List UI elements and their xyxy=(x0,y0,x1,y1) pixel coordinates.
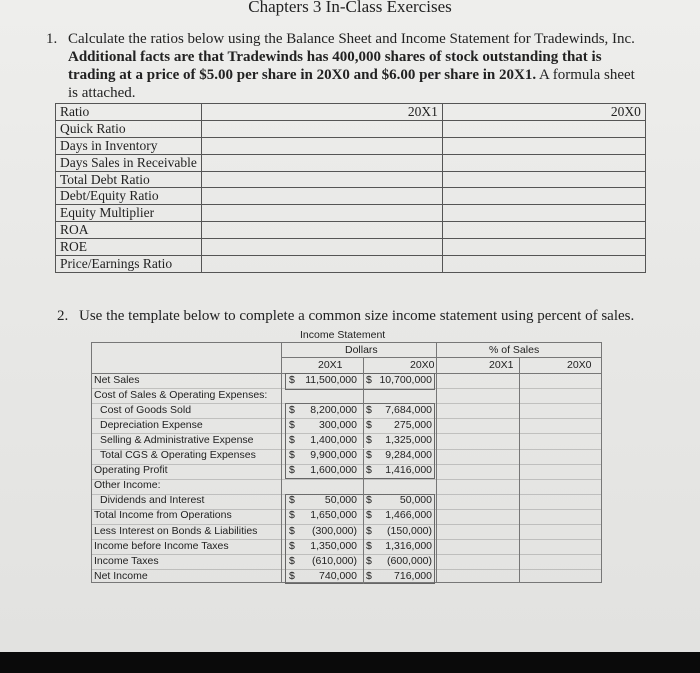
is-pct-20x1-cell[interactable] xyxy=(439,449,517,462)
ratio-20x0-cell[interactable] xyxy=(442,222,645,239)
ratio-20x0-cell[interactable] xyxy=(442,171,645,188)
ratio-20x1-cell[interactable] xyxy=(201,120,442,137)
grid-line xyxy=(363,554,364,569)
is-20x1-currency: $ xyxy=(289,418,295,431)
is-20x0-amount: 1,325,000 xyxy=(385,433,432,446)
ratio-name: Price/Earnings Ratio xyxy=(56,256,202,273)
ratio-20x1-cell[interactable] xyxy=(201,137,442,154)
is-20x0-currency: $ xyxy=(366,554,372,567)
is-20x1-currency: $ xyxy=(289,433,295,446)
percent-20x1-header: 20X1 xyxy=(489,359,514,371)
is-20x0-amount: 10,700,000 xyxy=(379,373,432,386)
is-20x1-amount: 300,000 xyxy=(319,418,357,431)
ratio-name: Days Sales in Receivable xyxy=(56,154,202,171)
is-20x1-currency: $ xyxy=(289,569,295,582)
dollars-header: Dollars xyxy=(345,344,378,356)
is-pct-20x1-cell[interactable] xyxy=(439,570,517,583)
grid-line xyxy=(91,388,602,389)
grid-line xyxy=(363,494,364,509)
ratio-20x1-cell[interactable] xyxy=(201,256,442,273)
grid-line xyxy=(91,554,602,555)
is-20x1-amount: 1,600,000 xyxy=(310,464,357,477)
dollars-20x1-header: 20X1 xyxy=(318,359,343,371)
is-pct-20x1-cell[interactable] xyxy=(439,374,517,387)
is-pct-20x0-cell[interactable] xyxy=(522,555,599,568)
ratio-header-20x1: 20X1 xyxy=(201,104,442,121)
ratio-name: ROA xyxy=(56,222,202,239)
ratio-20x1-cell[interactable] xyxy=(201,154,442,171)
grid-line xyxy=(91,342,92,583)
grid-line xyxy=(363,539,364,554)
is-20x0-currency: $ xyxy=(366,569,372,582)
ratio-name: Quick Ratio xyxy=(56,120,202,137)
ratio-20x0-cell[interactable] xyxy=(442,239,645,256)
grid-line xyxy=(91,342,602,343)
is-row-label: Income before Income Taxes xyxy=(94,539,229,552)
is-row-label: Dividends and Interest xyxy=(100,494,205,507)
bottom-bar xyxy=(0,652,700,673)
is-pct-20x0-cell[interactable] xyxy=(522,479,599,492)
is-20x0-amount: 7,684,000 xyxy=(385,403,432,416)
is-20x1-currency: $ xyxy=(289,464,295,477)
is-20x1-amount: 1,650,000 xyxy=(310,509,357,522)
question-1-text: Calculate the ratios below using the Balance Sheet and Income Statement for Tradewinds, Inc. xyxy=(68,31,635,47)
is-pct-20x1-cell[interactable] xyxy=(439,540,517,553)
grid-line xyxy=(91,494,602,495)
ratio-row xyxy=(56,222,646,239)
percent-of-sales-header: % of Sales xyxy=(489,344,540,356)
question-1-text-end: A formula sheet is attached. xyxy=(68,67,635,101)
is-row-label: Less Interest on Bonds & Liabilities xyxy=(94,524,258,537)
is-pct-20x0-cell[interactable] xyxy=(522,525,599,538)
grid-line xyxy=(281,357,602,358)
grid-line xyxy=(363,418,364,433)
ratio-table-header xyxy=(56,104,646,121)
grid-line xyxy=(363,479,364,494)
is-20x0-amount: 716,000 xyxy=(394,569,432,582)
ratio-20x0-cell[interactable] xyxy=(442,154,645,171)
is-pct-20x0-cell[interactable] xyxy=(522,374,599,387)
page-title: Chapters 3 In-Class Exercises xyxy=(248,0,452,16)
ratio-header-label: Ratio xyxy=(56,104,202,121)
ratio-20x1-cell[interactable] xyxy=(201,171,442,188)
is-row-label: Total Income from Operations xyxy=(94,509,232,522)
is-20x1-amount: (610,000) xyxy=(312,554,357,567)
is-pct-20x1-cell[interactable] xyxy=(439,389,517,402)
grid-line xyxy=(281,342,282,583)
is-20x0-currency: $ xyxy=(366,373,372,386)
ratio-name: Equity Multiplier xyxy=(56,205,202,222)
is-pct-20x0-cell[interactable] xyxy=(522,464,599,477)
is-row-label: Cost of Sales & Operating Expenses: xyxy=(94,388,268,401)
grid-line xyxy=(363,524,364,539)
is-20x0-amount: (600,000) xyxy=(387,554,432,567)
is-20x1-currency: $ xyxy=(289,524,295,537)
is-20x0-amount: (150,000) xyxy=(387,524,432,537)
is-20x0-amount: 1,416,000 xyxy=(385,464,432,477)
is-pct-20x0-cell[interactable] xyxy=(522,419,599,432)
ratio-row xyxy=(56,120,646,137)
ratio-row xyxy=(56,154,646,171)
ratio-name: ROE xyxy=(56,239,202,256)
grid-line xyxy=(363,403,364,418)
is-pct-20x1-cell[interactable] xyxy=(439,555,517,568)
grid-line xyxy=(91,418,602,419)
grid-line xyxy=(363,433,364,448)
grid-line xyxy=(363,388,364,403)
is-row-label: Other Income: xyxy=(94,479,161,492)
grid-line xyxy=(363,464,364,479)
is-pct-20x0-cell[interactable] xyxy=(522,404,599,417)
is-pct-20x0-cell[interactable] xyxy=(522,434,599,447)
grid-line xyxy=(436,342,437,583)
is-20x1-amount: (300,000) xyxy=(312,524,357,537)
ratio-row xyxy=(56,171,646,188)
is-20x1-currency: $ xyxy=(289,403,295,416)
is-20x1-currency: $ xyxy=(289,373,295,386)
is-20x0-currency: $ xyxy=(366,494,372,507)
ratio-row xyxy=(56,256,646,273)
grid-line xyxy=(91,509,602,510)
is-20x0-amount: 1,466,000 xyxy=(385,509,432,522)
ratio-20x0-cell[interactable] xyxy=(442,205,645,222)
is-row-label: Cost of Goods Sold xyxy=(100,403,192,416)
grid-line xyxy=(363,509,364,524)
is-pct-20x1-cell[interactable] xyxy=(439,464,517,477)
is-20x0-amount: 50,000 xyxy=(399,494,432,507)
is-20x1-amount: 50,000 xyxy=(324,494,357,507)
is-20x0-currency: $ xyxy=(366,403,372,416)
ratio-name: Debt/Equity Ratio xyxy=(56,188,202,205)
is-row-label: Net Sales xyxy=(94,373,140,386)
dollars-20x0-header: 20X0 xyxy=(410,359,435,371)
ratio-20x0-cell[interactable] xyxy=(442,256,645,273)
grid-line xyxy=(91,479,602,480)
is-pct-20x1-cell[interactable] xyxy=(439,434,517,447)
is-20x1-currency: $ xyxy=(289,509,295,522)
is-pct-20x0-cell[interactable] xyxy=(522,449,599,462)
ratio-20x1-cell[interactable] xyxy=(201,239,442,256)
is-pct-20x0-cell[interactable] xyxy=(522,389,599,402)
question-1 xyxy=(46,30,646,102)
is-pct-20x1-cell[interactable] xyxy=(439,419,517,432)
is-row-label: Depreciation Expense xyxy=(100,418,203,431)
is-20x0-amount: 275,000 xyxy=(394,418,432,431)
income-statement-template xyxy=(91,329,602,583)
grid-line xyxy=(91,464,602,465)
ratio-table xyxy=(55,103,646,273)
grid-line xyxy=(91,524,602,525)
is-20x1-currency: $ xyxy=(289,494,295,507)
is-20x0-amount: 1,316,000 xyxy=(385,539,432,552)
question-2 xyxy=(57,308,634,325)
is-pct-20x0-cell[interactable] xyxy=(522,494,599,507)
ratio-20x0-cell[interactable] xyxy=(442,188,645,205)
grid-line xyxy=(519,357,520,583)
grid-line xyxy=(91,569,602,570)
is-row-label: Total CGS & Operating Expenses xyxy=(100,449,256,461)
question-1-number: 1. xyxy=(46,31,58,47)
is-row-label: Operating Profit xyxy=(94,464,168,477)
question-2-number: 2. xyxy=(57,308,69,324)
ratio-name: Days in Inventory xyxy=(56,137,202,154)
is-20x1-amount: 11,500,000 xyxy=(305,373,357,386)
income-statement-title: Income Statement xyxy=(300,329,386,341)
is-20x1-currency: $ xyxy=(289,554,295,567)
ratio-20x1-cell[interactable] xyxy=(201,188,442,205)
is-pct-20x1-cell[interactable] xyxy=(439,404,517,417)
grid-line xyxy=(91,433,602,434)
grid-line xyxy=(601,342,602,583)
ratio-20x0-cell[interactable] xyxy=(442,120,645,137)
is-20x0-currency: $ xyxy=(366,418,372,431)
is-pct-20x0-cell[interactable] xyxy=(522,509,599,522)
grid-line xyxy=(363,569,364,584)
is-20x1-amount: 1,400,000 xyxy=(310,433,357,446)
is-20x0-currency: $ xyxy=(366,524,372,537)
is-20x0-currency: $ xyxy=(366,539,372,552)
percent-20x0-header: 20X0 xyxy=(567,359,592,371)
is-row-label: Selling & Administrative Expense xyxy=(100,433,254,446)
is-pct-20x1-cell[interactable] xyxy=(439,479,517,492)
is-20x1-amount: 8,200,000 xyxy=(310,403,357,416)
ratio-20x1-cell[interactable] xyxy=(201,222,442,239)
is-20x1-amount: 740,000 xyxy=(319,569,357,582)
is-20x1-currency: $ xyxy=(289,449,295,461)
is-pct-20x1-cell[interactable] xyxy=(439,509,517,522)
is-pct-20x1-cell[interactable] xyxy=(439,525,517,538)
is-20x0-currency: $ xyxy=(366,433,372,446)
is-20x0-amount: 9,284,000 xyxy=(385,449,432,461)
grid-line xyxy=(91,539,602,540)
ratio-name: Total Debt Ratio xyxy=(56,171,202,188)
is-pct-20x0-cell[interactable] xyxy=(522,540,599,553)
is-pct-20x1-cell[interactable] xyxy=(439,494,517,507)
question-1-bold-text: Additional facts are that Tradewinds has 400,000 shares of stock outstanding that is trading at a price of $5.00 per share in 20X0 and $6.00 per share in 20X1. xyxy=(68,49,602,83)
grid-line xyxy=(363,449,364,464)
ratio-header-20x0: 20X0 xyxy=(442,104,645,121)
is-row-label: Net Income xyxy=(94,569,148,582)
is-pct-20x0-cell[interactable] xyxy=(522,570,599,583)
is-20x0-currency: $ xyxy=(366,449,372,461)
ratio-row xyxy=(56,137,646,154)
ratio-row xyxy=(56,239,646,256)
is-20x1-amount: 1,350,000 xyxy=(310,539,357,552)
ratio-row xyxy=(56,188,646,205)
is-20x1-amount: 9,900,000 xyxy=(310,449,357,461)
grid-line xyxy=(91,403,602,404)
ratio-20x0-cell[interactable] xyxy=(442,137,645,154)
is-20x0-currency: $ xyxy=(366,464,372,477)
is-row-label: Income Taxes xyxy=(94,554,159,567)
ratio-row xyxy=(56,205,646,222)
ratio-20x1-cell[interactable] xyxy=(201,205,442,222)
grid-line xyxy=(363,357,364,373)
grid-line xyxy=(363,373,364,388)
question-2-text: Use the template below to complete a common size income statement using percent of sales. xyxy=(79,308,635,324)
is-20x0-currency: $ xyxy=(366,509,372,522)
grid-line xyxy=(91,449,602,450)
is-20x1-currency: $ xyxy=(289,539,295,552)
